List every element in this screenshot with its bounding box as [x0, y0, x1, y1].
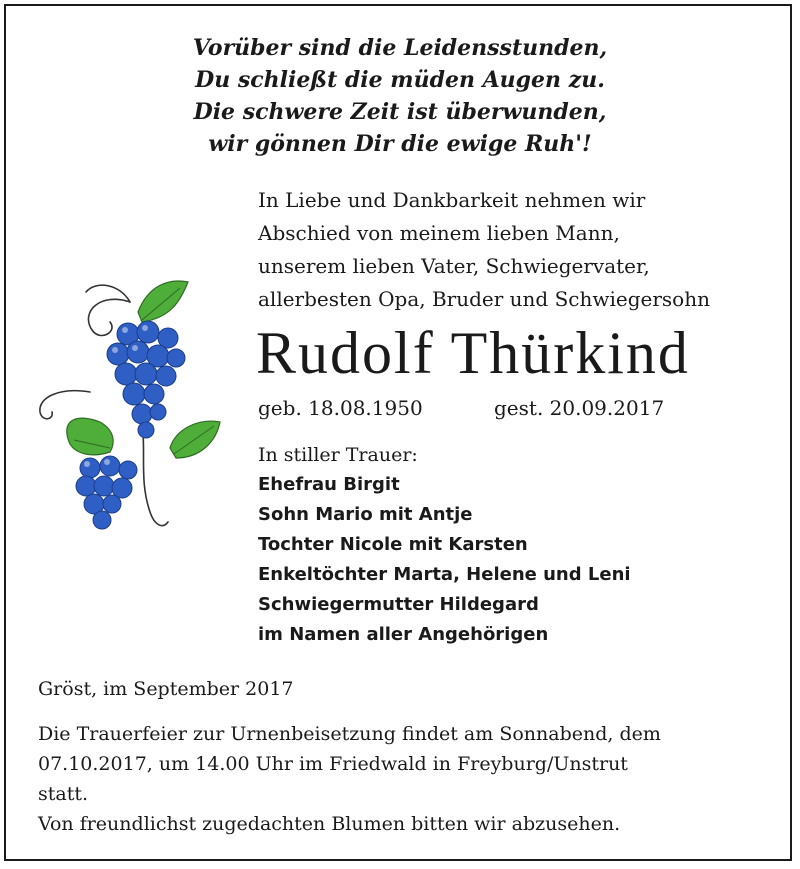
- mourners-block: [258, 440, 778, 650]
- intro-line: In Liebe und Dankbarkeit nehmen wir: [258, 188, 646, 212]
- mourner: Schwiegermutter Hildegard: [258, 594, 539, 615]
- poem: [0, 32, 800, 160]
- death-date: gest. 20.09.2017: [494, 396, 665, 420]
- mourner: Tochter Nicole mit Karsten: [258, 534, 528, 555]
- deceased-name: Rudolf Thürkind: [256, 320, 690, 386]
- notice-line: Von freundlichst zugedachten Blumen bitten wir abzusehen.: [38, 813, 621, 835]
- intro-text: [258, 184, 778, 316]
- intro-line: unserem lieben Vater, Schwiegervater,: [258, 254, 650, 278]
- intro-line: Abschied von meinem lieben Mann,: [258, 221, 620, 245]
- notice-line: 07.10.2017, um 14.00 Uhr im Friedwald in Freyburg/Unstrut: [38, 753, 628, 775]
- life-dates: [258, 393, 665, 423]
- poem-line: Vorüber sind die Leidensstunden,: [192, 35, 608, 61]
- funeral-notice: [38, 719, 768, 839]
- mourner: im Namen aller Angehörigen: [258, 624, 549, 645]
- mourning-lead: In stiller Trauer:: [258, 444, 418, 466]
- intro-line: allerbesten Opa, Bruder und Schwiegersohn: [258, 287, 710, 311]
- poem-line: Du schließt die müden Augen zu.: [195, 67, 605, 93]
- mourner: Enkeltöchter Marta, Helene und Leni: [258, 564, 631, 585]
- mourner: Sohn Mario mit Antje: [258, 504, 473, 525]
- mourner: Ehefrau Birgit: [258, 474, 400, 495]
- place-date: Gröst, im September 2017: [38, 678, 294, 700]
- birth-date: geb. 18.08.1950: [258, 396, 423, 420]
- poem-line: wir gönnen Dir die ewige Ruh'!: [208, 131, 592, 157]
- notice-line: statt.: [38, 783, 89, 805]
- notice-line: Die Trauerfeier zur Urnenbeisetzung findet am Sonnabend, dem: [38, 723, 661, 745]
- poem-line: Die schwere Zeit ist überwunden,: [193, 99, 607, 125]
- grapevine-icon: [30, 272, 230, 542]
